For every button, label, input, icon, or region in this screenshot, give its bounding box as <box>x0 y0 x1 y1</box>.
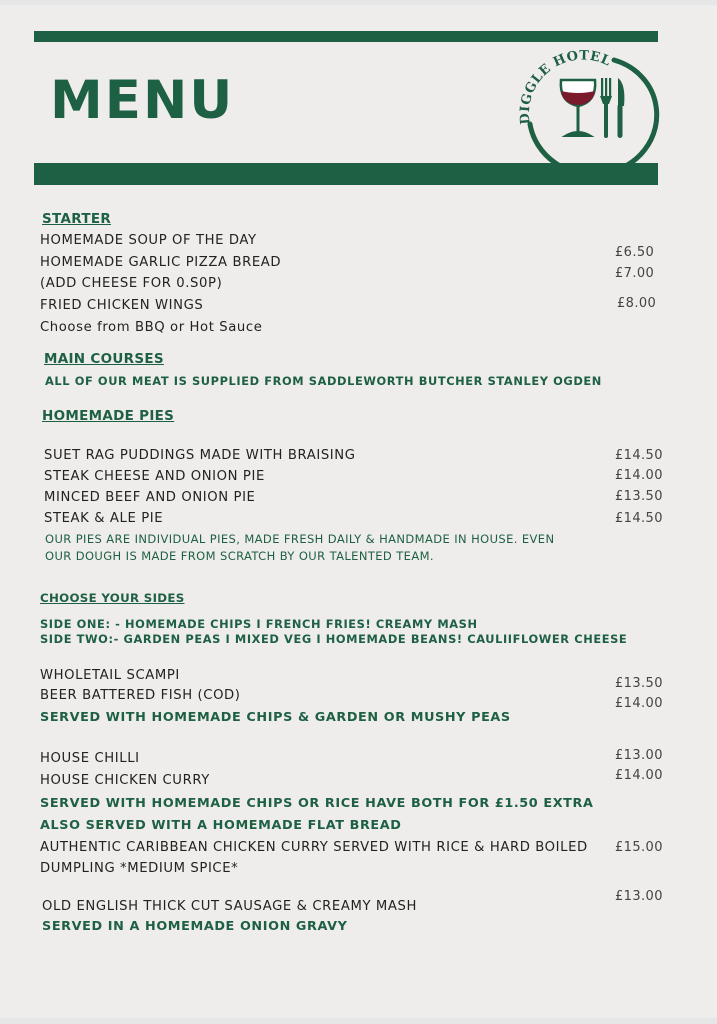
curry-served-note: SERVED WITH HOMEMADE CHIPS OR RICE HAVE BOTH FOR £1.50 EXTRA <box>40 796 594 811</box>
starter-item: (ADD CHEESE FOR 0.S0P) <box>40 276 223 291</box>
pie-item: STEAK CHEESE AND ONION PIE <box>44 469 265 484</box>
starter-item: HOMEMADE GARLIC PIZZA BREAD <box>40 255 282 270</box>
fish-price: £14.00 <box>615 696 663 711</box>
sides-line: SIDE TWO:- GARDEN PEAS I MIXED VEG I HOMEMADE BEANS! CAULIIFLOWER CHEESE <box>40 632 628 646</box>
fish-served-note: SERVED WITH HOMEMADE CHIPS & GARDEN OR MUSHY PEAS <box>40 710 511 725</box>
caribbean-curry-item: DUMPLING *MEDIUM SPICE* <box>40 861 239 876</box>
curry-item: HOUSE CHICKEN CURRY <box>40 773 210 788</box>
main-courses-note: ALL OF OUR MEAT IS SUPPLIED FROM SADDLEWORTH BUTCHER STANLEY OGDEN <box>45 374 602 388</box>
curry-price: £13.00 <box>615 748 663 763</box>
pie-item: STEAK & ALE PIE <box>44 511 164 526</box>
curry-item: HOUSE CHILLI <box>40 751 140 766</box>
starter-price: £8.00 <box>617 296 657 311</box>
curry-served-note: ALSO SERVED WITH A HOMEMADE FLAT BREAD <box>40 818 402 833</box>
curry-price: £14.00 <box>615 768 663 783</box>
sausage-item: OLD ENGLISH THICK CUT SAUSAGE & CREAMY MASH <box>42 899 417 914</box>
pies-heading: HOMEMADE PIES <box>42 408 175 424</box>
knife-icon <box>618 78 625 138</box>
pies-note: OUR DOUGH IS MADE FROM SCRATCH BY OUR TALENTED TEAM. <box>45 549 434 563</box>
pie-item: MINCED BEEF AND ONION PIE <box>44 490 256 505</box>
sausage-served-note: SERVED IN A HOMEMADE ONION GRAVY <box>42 919 348 934</box>
top-divider-bar <box>34 31 658 42</box>
fish-item: BEER BATTERED FISH (COD) <box>40 688 241 703</box>
pies-note: OUR PIES ARE INDIVIDUAL PIES, MADE FRESH DAILY & HANDMADE IN HOUSE. EVEN <box>45 532 555 546</box>
page-title: MENU <box>50 70 235 131</box>
fish-price: £13.50 <box>615 676 663 691</box>
starter-item: Choose from BBQ or Hot Sauce <box>40 320 263 335</box>
pie-item: SUET RAG PUDDINGS MADE WITH BRAISING <box>44 448 356 463</box>
starter-item: FRIED CHICKEN WINGS <box>40 298 204 313</box>
sides-heading: CHOOSE YOUR SIDES <box>40 591 185 605</box>
diggle-hotel-logo <box>518 50 662 168</box>
starter-item: HOMEMADE SOUP OF THE DAY <box>40 233 257 248</box>
pie-price: £13.50 <box>615 489 663 504</box>
logo-text: DIGGLE HOTEL <box>518 50 613 126</box>
sides-line: SIDE ONE: - HOMEMADE CHIPS I FRENCH FRIES! CREAMY MASH <box>40 617 478 631</box>
fork-icon <box>600 78 612 138</box>
starter-heading: STARTER <box>42 211 112 227</box>
pie-price: £14.50 <box>615 511 663 526</box>
pie-price: £14.50 <box>615 448 663 463</box>
fish-item: WHOLETAIL SCAMPI <box>40 668 180 683</box>
main-courses-heading: MAIN COURSES <box>44 351 164 367</box>
starter-price: £7.00 <box>615 266 655 281</box>
wine-glass-icon <box>561 80 595 136</box>
caribbean-curry-price: £15.00 <box>615 840 663 855</box>
caribbean-curry-item: AUTHENTIC CARIBBEAN CHICKEN CURRY SERVED WITH RICE & HARD BOILED <box>40 840 588 855</box>
sausage-price: £13.00 <box>615 889 663 904</box>
starter-price: £6.50 <box>615 245 655 260</box>
pie-price: £14.00 <box>615 468 663 483</box>
